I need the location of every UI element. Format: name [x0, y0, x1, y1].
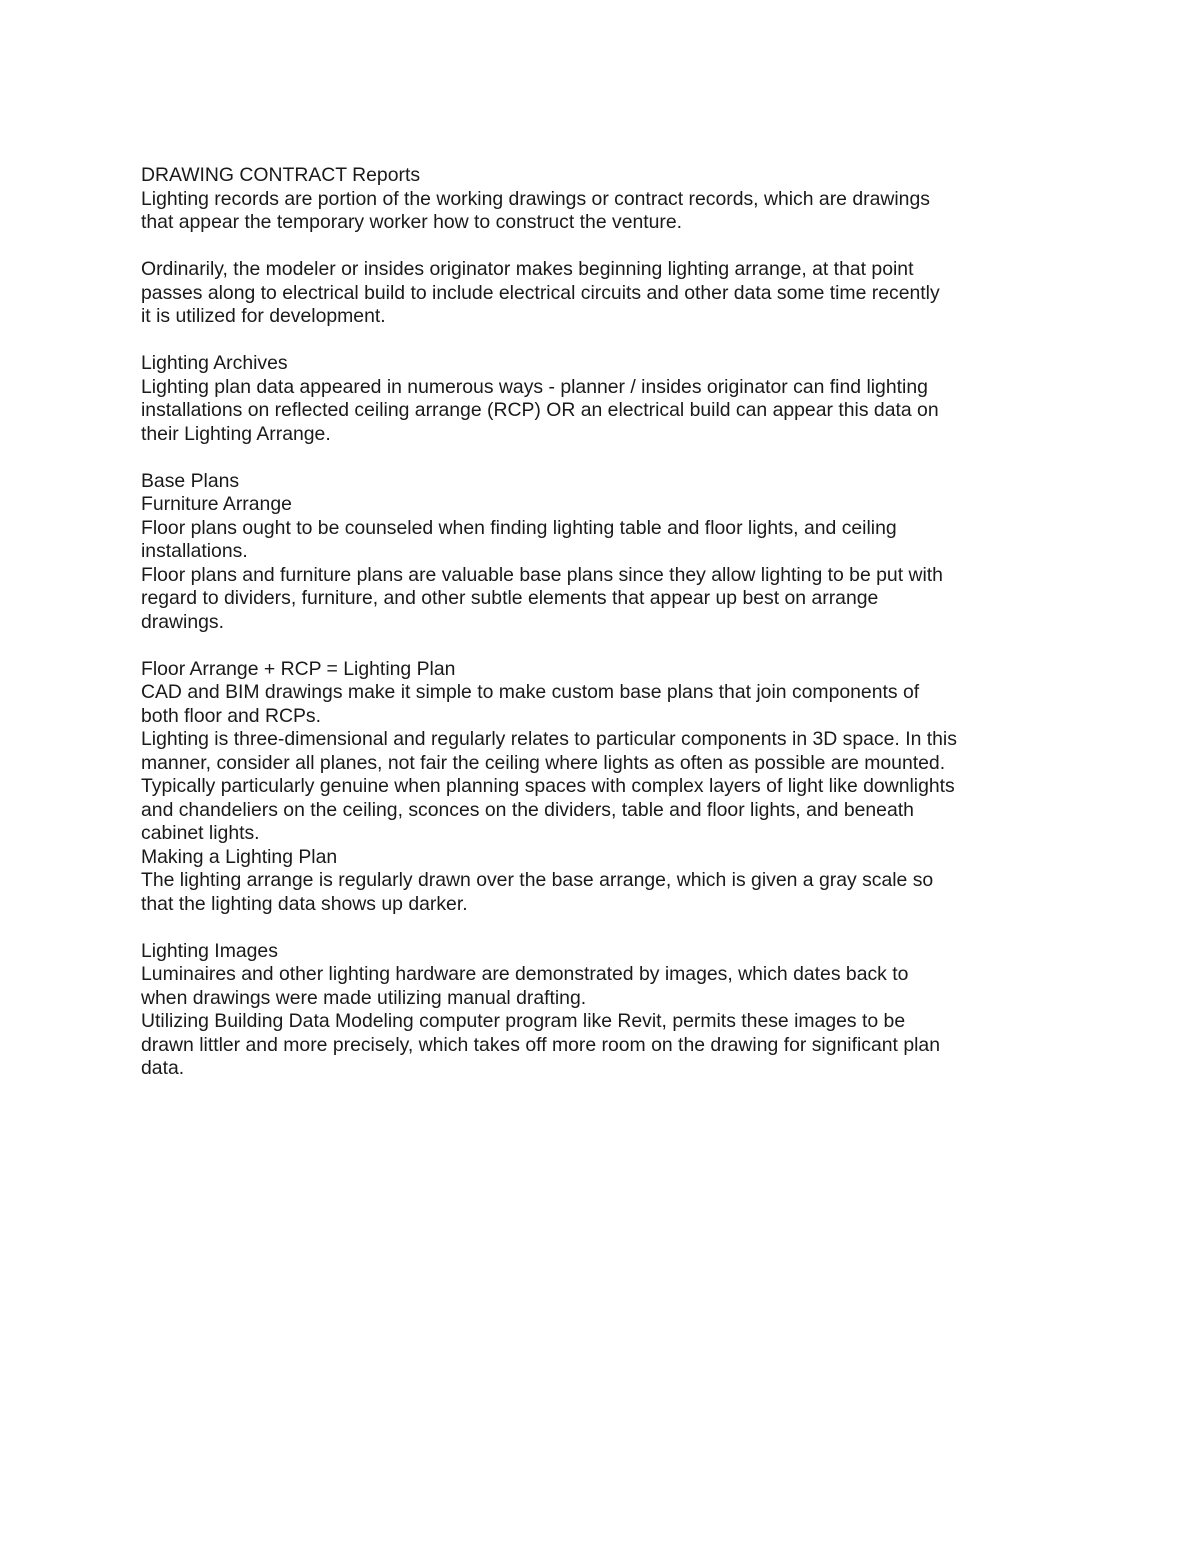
text-line: Luminaires and other lighting hardware are demonstrated by images, which dates back to	[141, 963, 909, 985]
text-line: it is utilized for development.	[141, 305, 386, 327]
document-title: DRAWING CONTRACT Reports	[141, 164, 421, 186]
text-line: when drawings were made utilizing manual drafting.	[141, 986, 587, 1009]
text-line: regard to dividers, furniture, and other subtle elements that appear up best on arrange	[141, 587, 879, 609]
text-line: installations on reflected ceiling arrange (RCP) OR an electrical build can appear this data on	[141, 399, 939, 421]
paragraph-gap	[141, 329, 1071, 353]
text-line: both floor and RCPs.	[141, 704, 321, 727]
paragraph-gap	[141, 235, 1071, 259]
text-line: cabinet lights.	[141, 822, 260, 844]
text-line: passes along to electrical build to include electrical circuits and other data some time recently	[141, 281, 940, 304]
text-line: Floor plans and furniture plans are valuable base plans since they allow lighting to be put with	[141, 563, 943, 586]
text-line: Floor plans ought to be counseled when finding lighting table and floor lights, and ceiling	[141, 516, 897, 539]
paragraph-gap	[141, 446, 1071, 470]
text-line: that the lighting data shows up darker.	[141, 892, 468, 915]
text-line: drawings.	[141, 610, 224, 633]
text-line: CAD and BIM drawings make it simple to make custom base plans that join components of	[141, 681, 920, 703]
section-subheading: Furniture Arrange	[141, 493, 292, 515]
text-line: that appear the temporary worker how to construct the venture.	[141, 211, 683, 233]
text-line: Lighting plan data appeared in numerous ways - planner / insides originator can find lighting	[141, 375, 928, 398]
text-line: Lighting records are portion of the working drawings or contract records, which are drawings	[141, 187, 930, 210]
section-heading: Floor Arrange + RCP = Lighting Plan	[141, 657, 456, 680]
text-line: their Lighting Arrange.	[141, 422, 331, 445]
text-line: Typically particularly genuine when planning spaces with complex layers of light like downlights	[141, 775, 955, 797]
paragraph-gap	[141, 916, 1071, 940]
text-line: installations.	[141, 540, 248, 562]
text-line: Ordinarily, the modeler or insides originator makes beginning lighting arrange, at that point	[141, 258, 914, 280]
text-line: The lighting arrange is regularly drawn over the base arrange, which is given a gray scale so	[141, 869, 934, 891]
document-page	[141, 164, 1071, 1081]
text-line: and chandeliers on the ceiling, sconces on the dividers, table and floor lights, and beneath	[141, 798, 914, 821]
text-line: Lighting is three-dimensional and regularly relates to particular components in 3D space. In this	[141, 728, 957, 750]
section-heading: Lighting Images	[141, 939, 278, 962]
text-line: data.	[141, 1057, 185, 1079]
paragraph-gap	[141, 634, 1071, 658]
text-line: manner, consider all planes, not fair the ceiling where lights as often as possible are mounted.	[141, 751, 946, 774]
section-heading: Lighting Archives	[141, 352, 288, 374]
text-line: drawn littler and more precisely, which takes off more room on the drawing for significant plan	[141, 1033, 940, 1056]
section-heading: Making a Lighting Plan	[141, 845, 338, 868]
section-heading: Base Plans	[141, 469, 240, 492]
text-line: Utilizing Building Data Modeling computer program like Revit, permits these images to be	[141, 1010, 906, 1032]
